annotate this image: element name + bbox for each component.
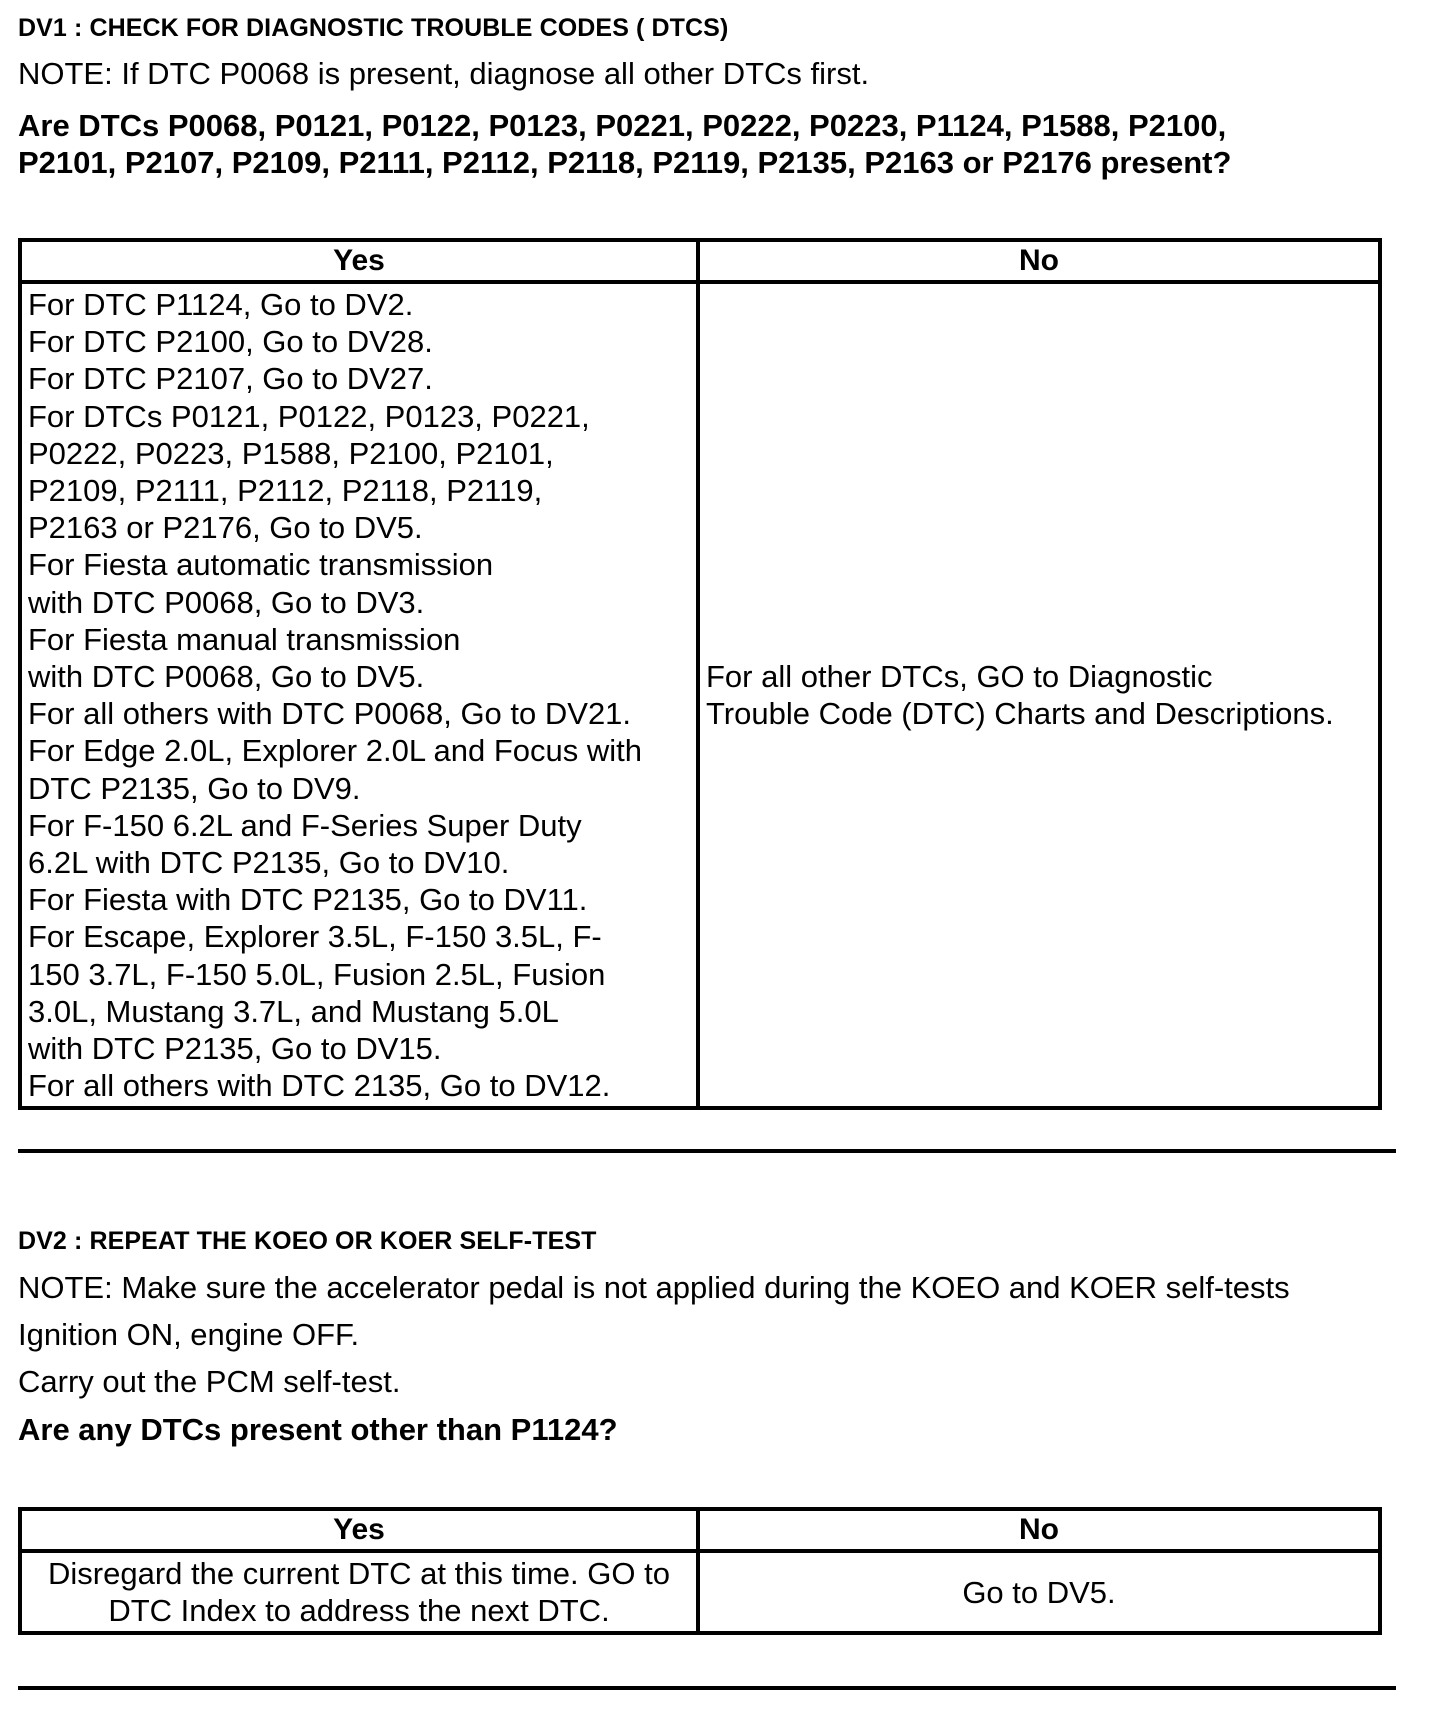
- dv1-no-header: No: [698, 240, 1380, 282]
- dv1-yes-header: Yes: [20, 240, 698, 282]
- dv1-yes-item: For Escape, Explorer 3.5L, F-150 3.5L, F- 150 3.7L, F-150 5.0L, Fusion 2.5L, Fusion 3.0L, Mustang 3.7L, and Mustang 5.0L with DTC P2135, Go to DV15.: [28, 919, 606, 1067]
- dv1-yes-item: For DTC P2100, Go to DV28.: [28, 324, 433, 360]
- dv2-question: Are any DTCs present other than P1124?: [18, 1412, 618, 1447]
- dv1-yes-item: For DTCs P0121, P0122, P0123, P0221, P0222, P0223, P1588, P2100, P2101, P2109, P2111, P2112, P2118, P2119, P2163 or P2176, Go to DV5.: [28, 398, 590, 546]
- dv1-yes-item: For DTC P2107, Go to DV27.: [28, 361, 433, 397]
- dv2-yes-text: Disregard the current DTC at this time. GO to DTC Index to address the next DTC.: [48, 1556, 670, 1628]
- dv1-question: Are DTCs P0068, P0121, P0122, P0123, P0221, P0222, P0223, P1124, P1588, P2100, P2101, P2107, P2109, P2111, P2112, P2118, P2119, P2135, P2163 or P2176 present?: [18, 108, 1232, 180]
- dv1-title: DV1 : CHECK FOR DIAGNOSTIC TROUBLE CODES ( DTCS): [18, 14, 729, 42]
- dv2-step-ignition: Ignition ON, engine OFF.: [18, 1317, 360, 1352]
- dv2-title: DV2 : REPEAT THE KOEO OR KOER SELF-TEST: [18, 1227, 597, 1255]
- dv2-yes-header: Yes: [20, 1509, 698, 1551]
- dv2-note: NOTE: Make sure the accelerator pedal is not applied during the KOEO and KOER self-tests: [18, 1270, 1290, 1305]
- dv2-step-self-test: Carry out the PCM self-test.: [18, 1364, 401, 1399]
- dv1-yes-item: For Fiesta automatic transmission with DTC P0068, Go to DV3.: [28, 547, 494, 620]
- dv1-yes-item: For Edge 2.0L, Explorer 2.0L and Focus with DTC P2135, Go to DV9.: [28, 733, 643, 806]
- dv2-yes-cell: [20, 1551, 698, 1633]
- dv1-yes-list: [22, 284, 696, 1106]
- section-divider: [18, 1149, 1396, 1153]
- dv1-table: [18, 238, 1382, 1110]
- dv1-note: NOTE: If DTC P0068 is present, diagnose all other DTCs first.: [18, 56, 870, 91]
- dv1-yes-item: For Fiesta with DTC P2135, Go to DV11.: [28, 882, 588, 918]
- dv1-no-cell: [698, 282, 1380, 1108]
- dv2-no-cell: [698, 1551, 1380, 1633]
- dv1-yes-cell: [20, 282, 698, 1108]
- dv1-yes-item: For all others with DTC P0068, Go to DV21.: [28, 696, 632, 732]
- dv2-no-text: Go to DV5.: [962, 1574, 1116, 1610]
- dv2-no-header: No: [698, 1509, 1380, 1551]
- dv1-no-text: For all other DTCs, GO to Diagnostic Trouble Code (DTC) Charts and Descriptions.: [706, 659, 1334, 732]
- dv1-yes-item: For Fiesta manual transmission with DTC P0068, Go to DV5.: [28, 621, 461, 695]
- section-divider-bottom: [18, 1686, 1396, 1690]
- dv1-yes-item: For F-150 6.2L and F-Series Super Duty 6.2L with DTC P2135, Go to DV10.: [28, 807, 582, 881]
- dv1-yes-item: For DTC P1124, Go to DV2.: [28, 287, 414, 322]
- dv1-yes-item: For all others with DTC 2135, Go to DV12.: [28, 1068, 611, 1104]
- dv2-table: [18, 1507, 1382, 1635]
